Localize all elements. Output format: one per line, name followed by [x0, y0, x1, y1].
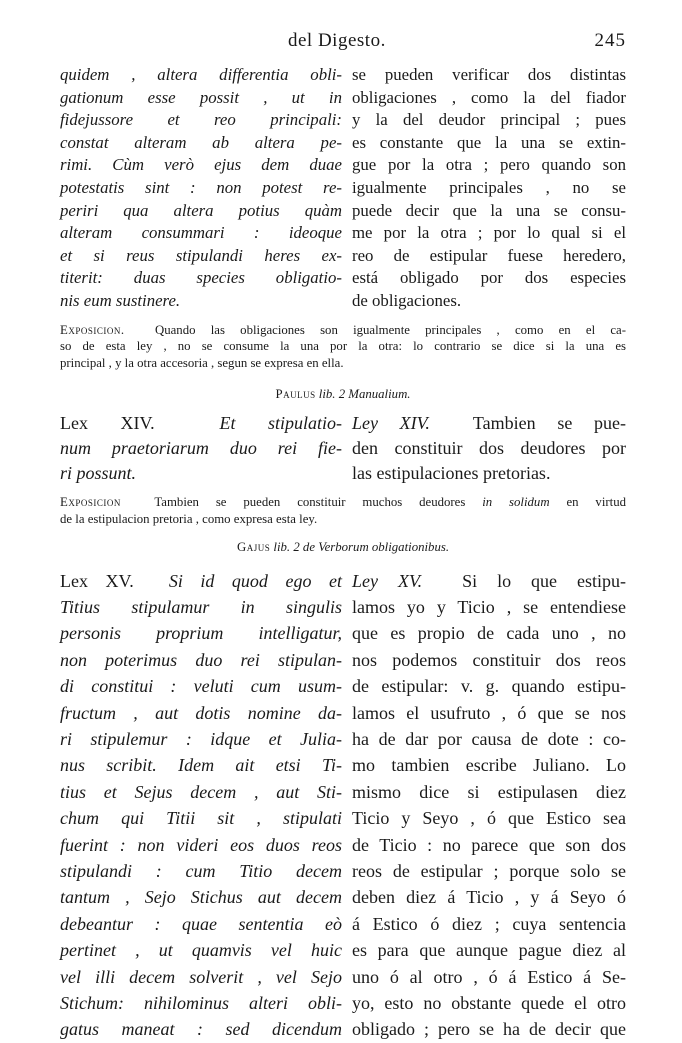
latin-line: fuerint : non videri eos duos reos	[60, 834, 342, 855]
running-header	[60, 28, 626, 64]
spanish-line: nos podemos constituir dos reos	[352, 649, 626, 670]
latin-line: alteram consummari : ideoque	[60, 223, 342, 243]
latin-line: gationum esse possit , ut in	[60, 87, 342, 107]
section-continuation	[60, 64, 626, 313]
section-lex-xiv	[60, 411, 626, 486]
spanish-column	[352, 64, 626, 313]
spanish-line: gue por la otra ; pero quando son	[352, 155, 626, 175]
latin-line: num praetoriarum duo rei fie-	[60, 437, 342, 458]
note-text: Tambien se pueden constituir muchos deudores	[154, 494, 466, 509]
spanish-line: lamos yo y Ticio , se entendiese	[352, 596, 626, 617]
spanish-line: ha de dar por causa de dote : co-	[352, 728, 626, 749]
note-line: so de esta ley , no se consume la una por la otra: lo contrario se dice si la una es	[60, 339, 626, 354]
spanish-line: puede decir que la una se consu-	[352, 200, 626, 220]
latin-line	[60, 568, 342, 594]
latin-line: tantum , Sejo Stichus aut decem	[60, 887, 342, 908]
latin-line: personis proprium intelligatur,	[60, 623, 342, 644]
note-line: principal , y la otra accesoria , segun se expresa en ella.	[60, 356, 344, 371]
source-citation	[60, 387, 626, 402]
latin-line: periri qua altera potius quàm	[60, 200, 342, 220]
latin-line	[60, 411, 342, 436]
spanish-line: obligado ; pero se ha de decir que	[352, 1019, 626, 1040]
latin-text: Et stipulatio-	[219, 412, 343, 433]
spanish-column	[352, 568, 626, 1043]
latin-line: chum qui Titii sit , stipulati	[60, 808, 342, 829]
lex-heading: Lex XIV.	[60, 412, 155, 433]
note-line	[60, 322, 626, 339]
spanish-line: las estipulaciones pretorias.	[352, 462, 551, 483]
latin-line: pertinet , ut quamvis vel huic	[60, 940, 342, 961]
source-author: Gajus	[236, 539, 271, 554]
page-number: 245	[594, 30, 626, 51]
spanish-line: lamos el usufruto , ó que se nos	[352, 702, 626, 723]
latin-line: ri possunt.	[60, 462, 137, 483]
latin-line: debeantur : quae sententia eò	[60, 913, 342, 934]
latin-column	[60, 64, 342, 313]
source-work: lib. 2 de Verborum obligationibus.	[273, 539, 450, 554]
source-author: Paulus	[275, 386, 316, 401]
source-work: lib. 2 Manualium.	[318, 386, 411, 401]
latin-line: Titius stipulamur in singulis	[60, 596, 342, 617]
note-italic: in solidum	[482, 494, 550, 509]
spanish-line: reos de estipular ; porque solo se	[352, 860, 626, 881]
latin-line: non poterimus duo rei stipulan-	[60, 649, 342, 670]
spanish-line	[352, 411, 626, 436]
spanish-line: obligaciones , como la del fiador	[352, 87, 626, 107]
latin-line: gatus maneat : sed dicendum	[60, 1019, 342, 1040]
spanish-line: uno ó al otro , ó á Estico á Se-	[352, 966, 626, 987]
section-lex-xv	[60, 568, 626, 1043]
lex-heading: Lex XV.	[60, 570, 134, 591]
latin-column	[60, 568, 342, 1043]
spanish-line: Ticio y Seyo , ó que Estico sea	[352, 808, 626, 829]
latin-text: Si id quod ego et	[168, 570, 343, 591]
running-title: del Digesto.	[288, 30, 386, 51]
latin-line: stipulandi : cum Titio decem	[60, 860, 342, 881]
latin-line: rimi. Cùm verò ejus dem duae	[60, 155, 342, 175]
spanish-line: se pueden verificar dos distintas	[352, 65, 626, 84]
spanish-text: Si lo que estipu-	[462, 570, 627, 591]
latin-line: titerit: duas species obligatio-	[60, 268, 342, 288]
latin-line: nus scribit. Idem ait etsi Ti-	[60, 755, 342, 776]
latin-line: ri stipulemur : idque et Julia-	[60, 728, 342, 749]
spanish-line: y la del deudor principal ; pues	[352, 110, 626, 130]
spanish-column	[352, 411, 626, 486]
ley-heading: Ley XV.	[352, 570, 423, 591]
spanish-line: es para que aunque pague diez al	[352, 940, 626, 961]
exposition-note	[60, 322, 626, 372]
exposition-note	[60, 494, 626, 528]
spanish-line: igualmente principales , no se	[352, 177, 626, 197]
spanish-line: deben diez á Ticio , y á Seyo ó	[352, 887, 626, 908]
spanish-line: mismo dice si estipulasen diez	[352, 781, 626, 802]
latin-line: constat alteram ab altera pe-	[60, 132, 342, 152]
latin-line: tius et Sejus decem , aut Sti-	[60, 781, 342, 802]
spanish-line: de obligaciones.	[352, 290, 462, 310]
latin-line: di constitui : veluti cum usum-	[60, 676, 342, 697]
spanish-line: que es propio de cada uno , no	[352, 623, 626, 644]
spanish-line: yo, esto no obstante quede el otro	[352, 993, 626, 1014]
spanish-line: den constituir dos deudores por	[352, 437, 626, 458]
note-text: en virtud	[566, 494, 626, 509]
book-page	[60, 28, 626, 1043]
spanish-line: mo tambien escribe Juliano. Lo	[352, 755, 626, 776]
source-citation	[60, 540, 626, 555]
spanish-line: me por la otra ; por lo qual si el	[352, 223, 626, 243]
spanish-line: está obligado por dos especies	[352, 268, 626, 288]
spanish-line: es constante que la una se extin-	[352, 132, 626, 152]
note-label: Exposicion.	[60, 322, 125, 337]
spanish-line: á Estico ó diez ; cuya sentencia	[352, 913, 626, 934]
latin-line: quidem , altera differentia obli-	[60, 65, 342, 84]
ley-heading: Ley XIV.	[352, 412, 430, 433]
spanish-line: de estipular: v. g. quando estipu-	[352, 676, 626, 697]
latin-line: Stichum: nihilominus alteri obli-	[60, 993, 342, 1014]
latin-line: et si reus stipulandi heres ex-	[60, 245, 342, 265]
latin-column	[60, 411, 342, 486]
spanish-line: de Ticio : no parece que son dos	[352, 834, 626, 855]
spanish-line: reo de estipular fuese heredero,	[352, 245, 626, 265]
note-line: de la estipulacion pretoria , como expresa esta ley.	[60, 511, 318, 526]
note-line	[60, 494, 626, 511]
note-label: Exposicion	[60, 494, 121, 509]
latin-line: fidejussore et reo principali:	[60, 110, 342, 130]
latin-line: potestatis sint : non potest re-	[60, 177, 342, 197]
spanish-line	[352, 568, 626, 594]
latin-line: nis eum sustinere.	[60, 290, 181, 310]
latin-line: vel illi decem solverit , vel Sejo	[60, 966, 342, 987]
latin-line: fructum , aut dotis nomine da-	[60, 702, 342, 723]
spanish-text: Tambien se pue-	[472, 412, 626, 433]
note-text: Quando las obligaciones son igualmente principales , como en el ca-	[154, 322, 626, 337]
